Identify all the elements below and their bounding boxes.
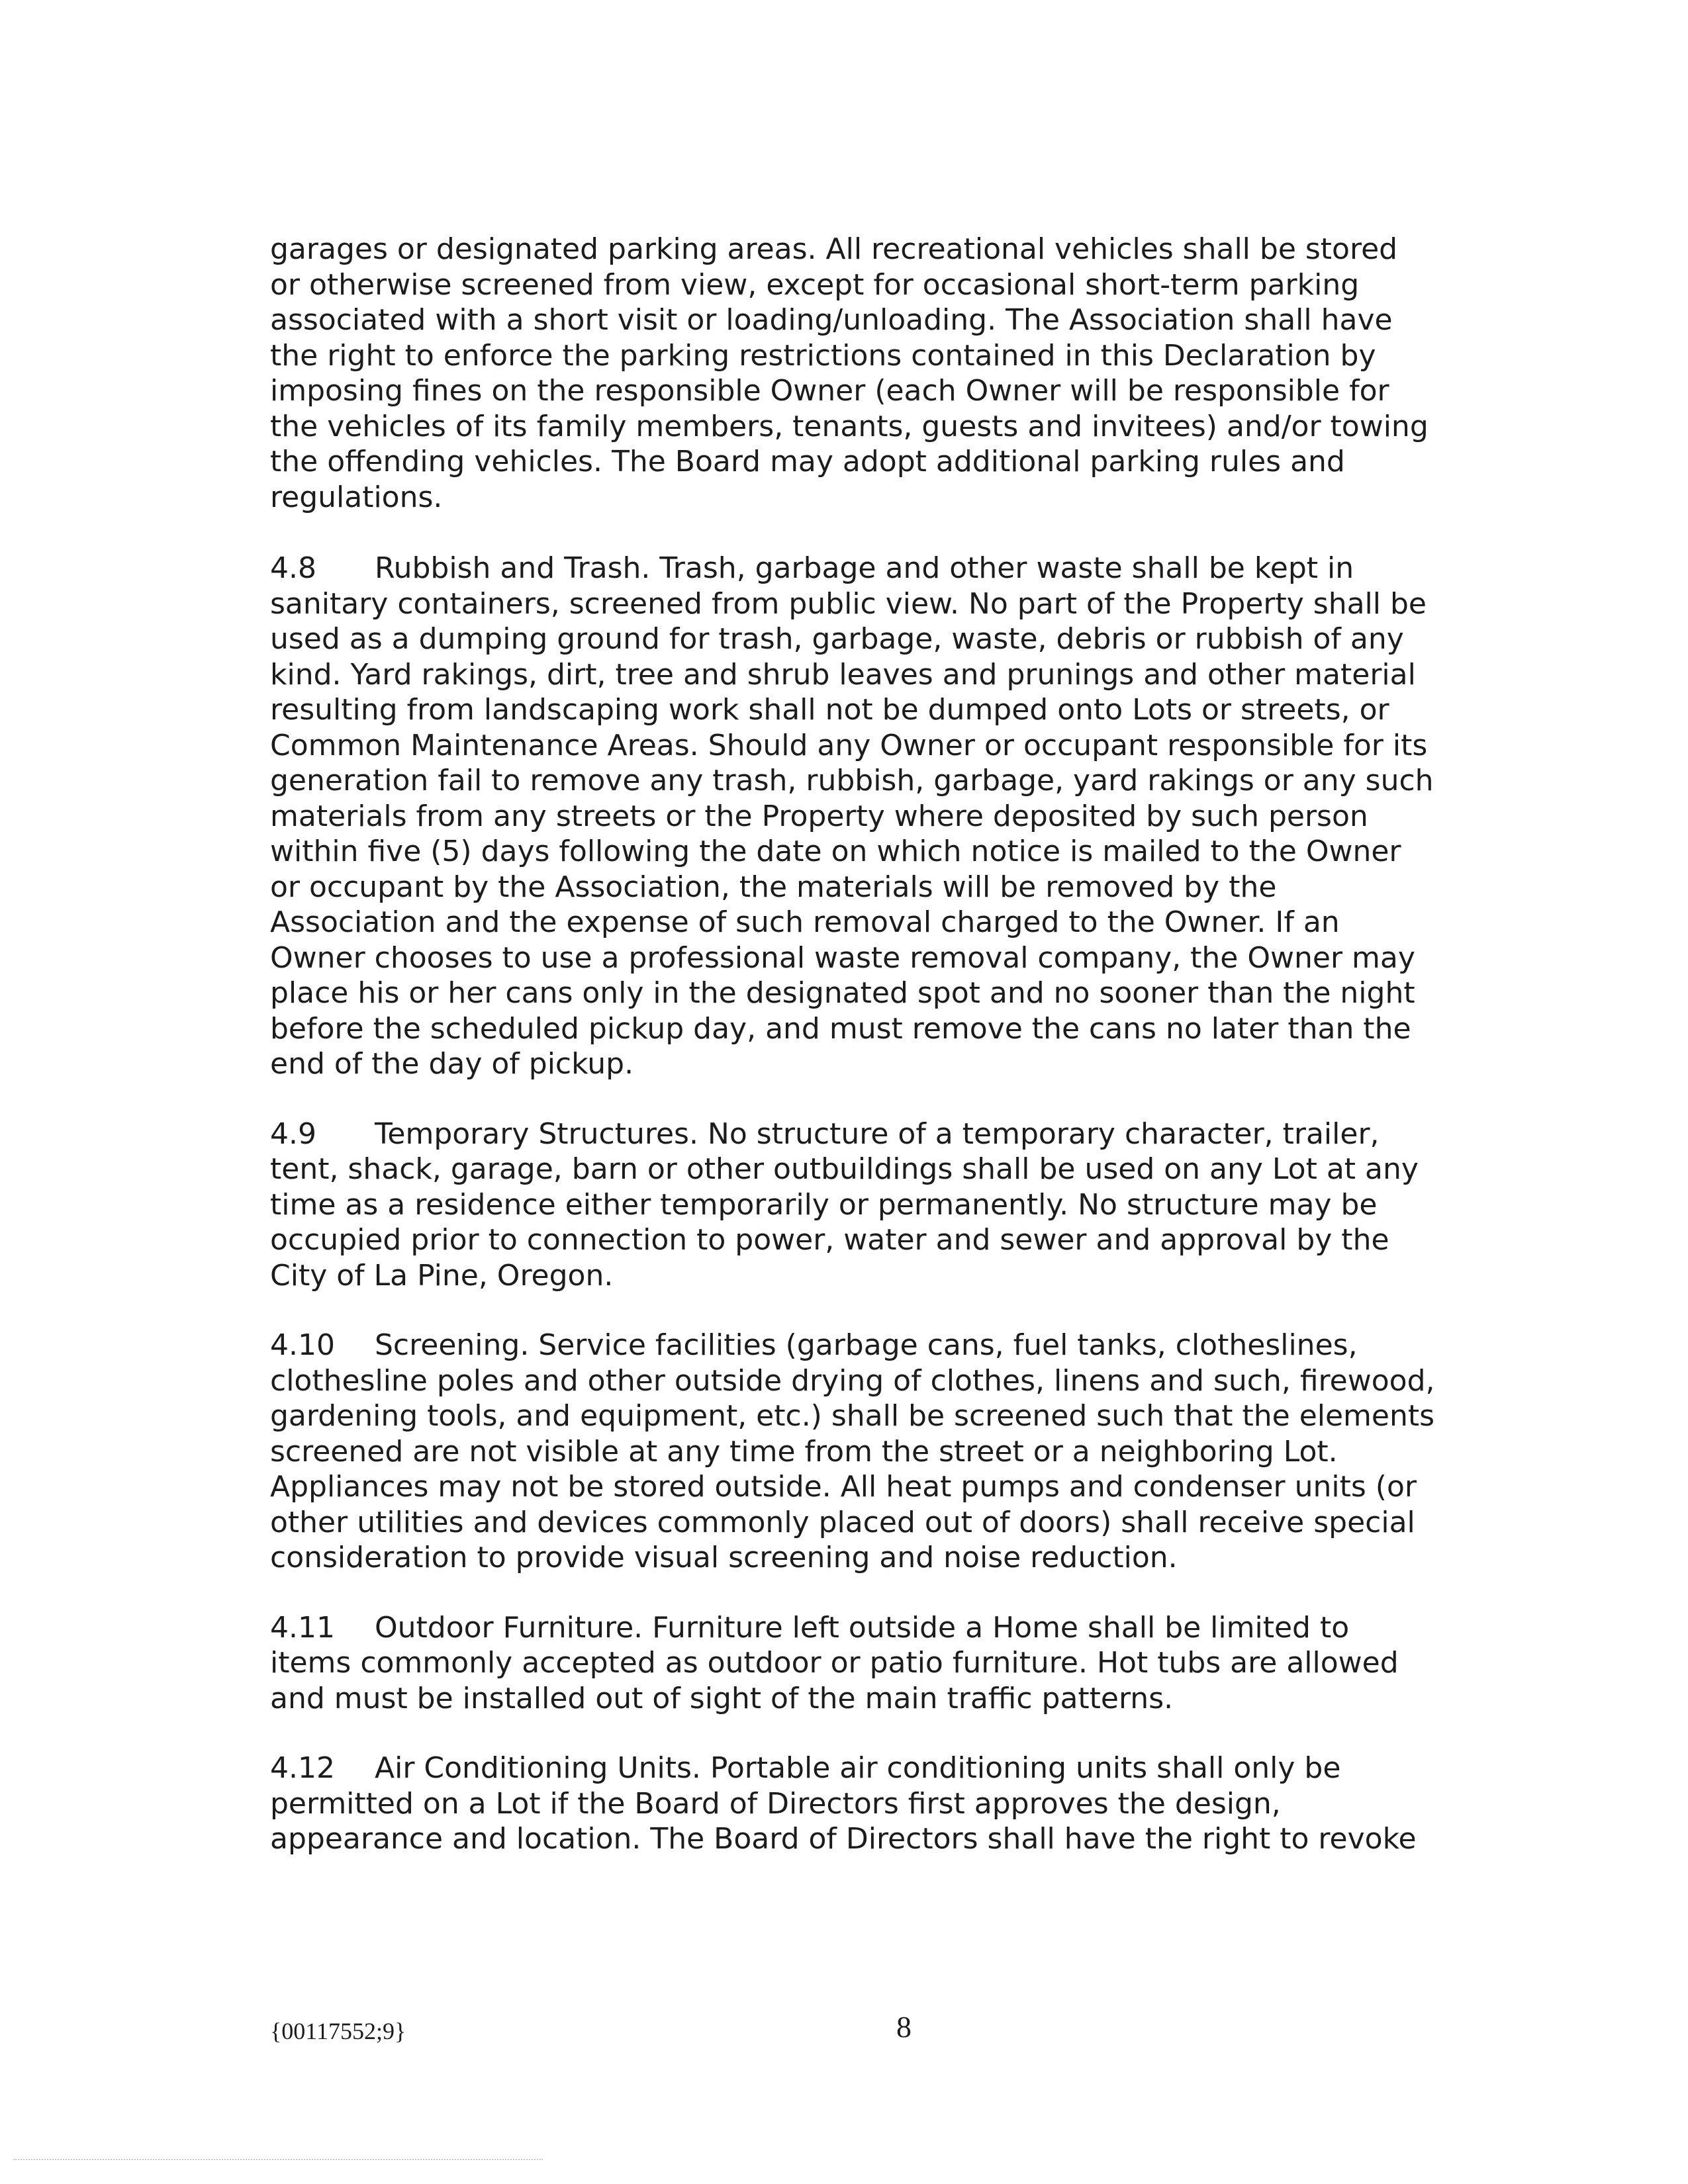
- document-body: [270, 232, 1435, 1891]
- section-text: Screening. Service facilities (garbage cans, fuel tanks, clotheslines, clothesline poles and other outside drying of clothes, linens and such, firewood, gardening tools, and equipment, etc.) shall be screened such that the elements screened are not visible at any time from the street or a neighboring Lot. Appliances may not be stored outside. All heat pumps and condenser units (or other utilities and devices commonly placed out of doors) shall receive special consideration to provide visual screening and noise reduction.: [270, 1328, 1435, 1574]
- section-text: Temporary Structures. No structure of a temporary character, trailer, tent, shack, garage, barn or other outbuildings shall be used on any Lot at any time as a residence either temporarily or permanently. No structure may be occupied prior to connection to power, water and sewer and approval by the City of La Pine, Oregon.: [270, 1116, 1419, 1293]
- continuation-paragraph: garages or designated parking areas. All recreational vehicles shall be stored or otherwise screened from view, except for occasional short-term parking associated with a short visit or loading/unloading. The Association shall have the right to enforce the parking restrictions contained in this Declaration by imposing fines on the responsible Owner (each Owner will be responsible for the vehicles of its family members, tenants, guests and invitees) and/or towing the offending vehicles. The Board may adopt additional parking rules and regulations.: [270, 232, 1429, 514]
- section-4-9: [270, 1116, 1435, 1294]
- section-4-11: [270, 1610, 1435, 1717]
- scan-artifact: [13, 2159, 543, 2163]
- section-number: 4.12: [270, 1751, 335, 1785]
- section-number: 4.9: [270, 1116, 316, 1151]
- section-text: Air Conditioning Units. Portable air conditioning units shall only be permitted on a Lot if the Board of Directors first approves the design, appearance and location. The Board of Directors shall have the right to revoke: [270, 1751, 1417, 1856]
- section-4-10: [270, 1328, 1435, 1576]
- section-4-12: [270, 1751, 1435, 1857]
- section-number: 4.10: [270, 1328, 335, 1362]
- footer-document-id: {00117552;9}: [270, 2018, 406, 2044]
- section-text: Rubbish and Trash. Trash, garbage and other waste shall be kept in sanitary containers, screened from public view. No part of the Property shall be used as a dumping ground for trash, garbage, waste, debris or rubbish of any kind. Yard rakings, dirt, tree and shrub leaves and prunings and other material resulting from landscaping work shall not be dumped onto Lots or streets, or Common Maintenance Areas. Should any Owner or occupant responsible for its generation fail to remove any trash, rubbish, garbage, yard rakings or any such materials from any streets or the Property where deposited by such person within five (5) days following the date on which notice is mailed to the Owner or occupant by the Association, the materials will be removed by the Association and the expense of such removal charged to the Owner. If an Owner chooses to use a professional waste removal company, the Owner may place his or her cans only in the designated spot and no sooner than the night before the scheduled pickup day, and must remove the cans no later than the end of the day of pickup.: [270, 551, 1434, 1081]
- section-number: 4.8: [270, 551, 316, 585]
- section-text: Outdoor Furniture. Furniture left outside a Home shall be limited to items commonly accepted as outdoor or patio furniture. Hot tubs are allowed and must be installed out of sight of the main traffic patterns.: [270, 1610, 1399, 1715]
- section-number: 4.11: [270, 1610, 335, 1645]
- section-4-8: [270, 551, 1435, 1082]
- footer-page-number: 8: [896, 2010, 912, 2044]
